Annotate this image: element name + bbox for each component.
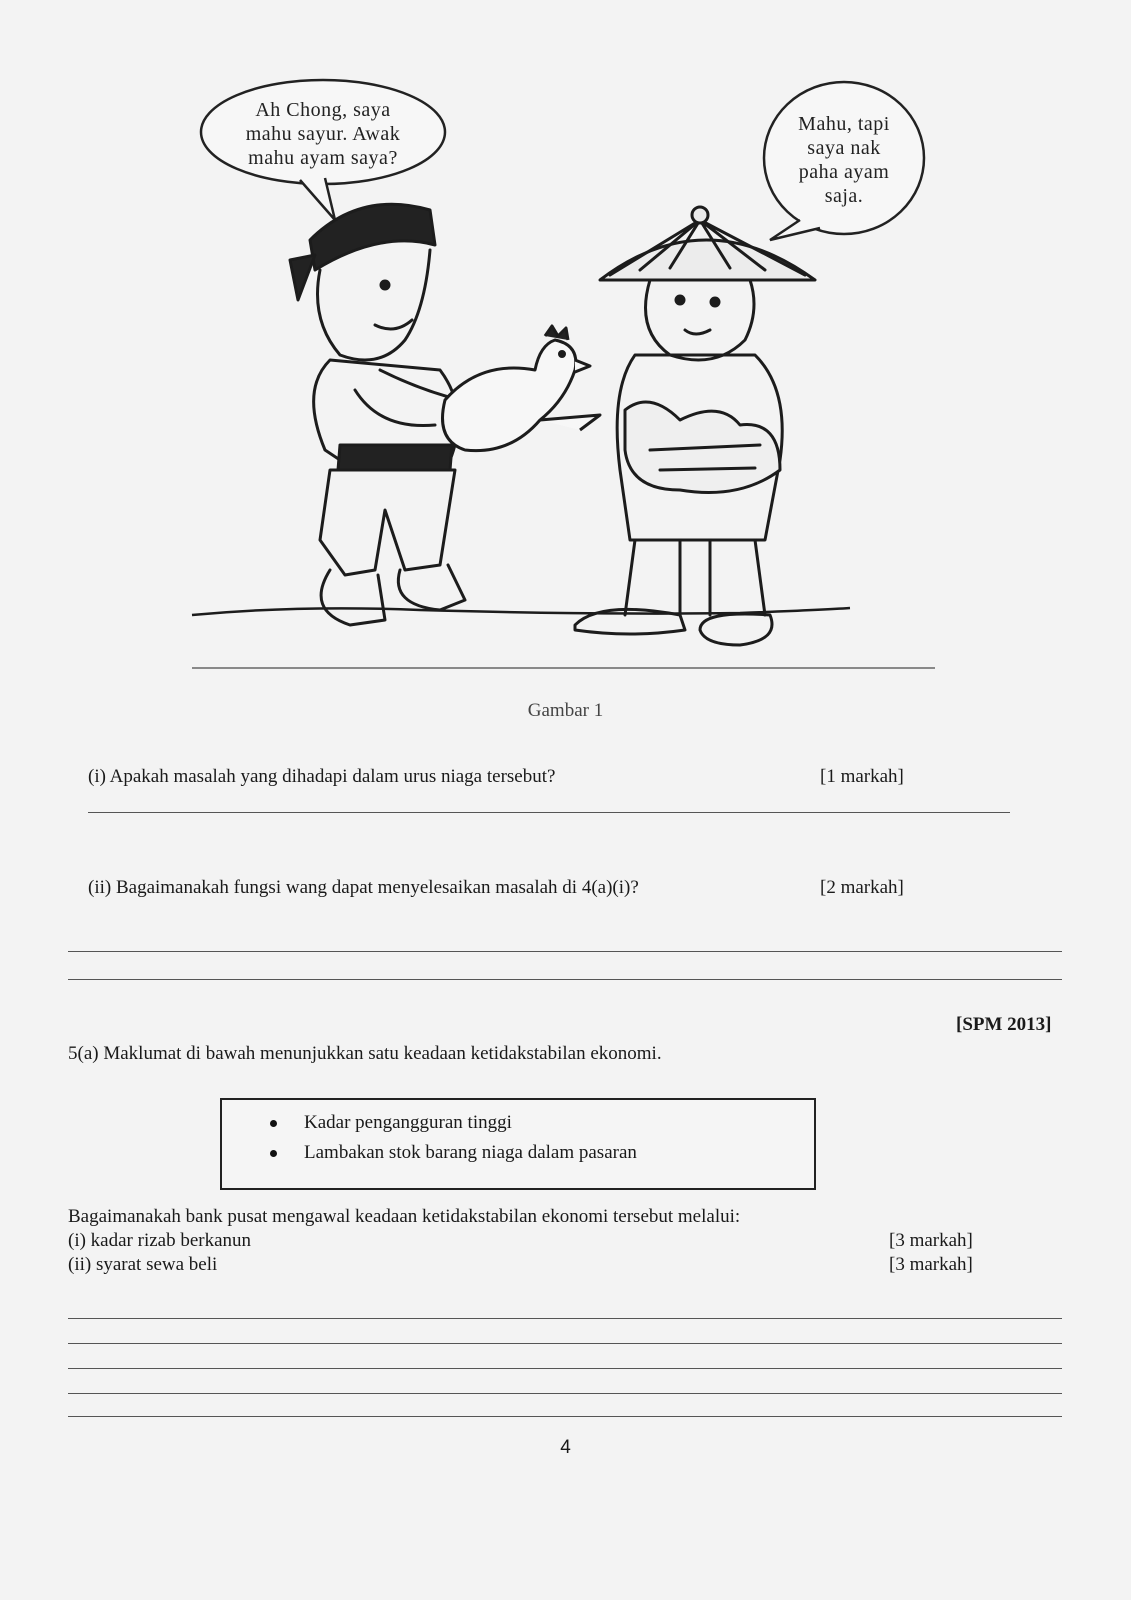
question-5a-intro: 5(a) Maklumat di bawah menunjukkan satu keadaan ketidakstabilan ekonomi. (68, 1043, 662, 1064)
question-5a-part-i-marks: [3 markah] (889, 1230, 973, 1251)
bubble-left-line-1: Ah Chong, saya (255, 99, 391, 121)
answer-line (88, 812, 1010, 813)
answer-line (68, 1343, 1062, 1344)
bubble-right-line-2: saya nak (807, 137, 881, 159)
answer-line (68, 1416, 1062, 1417)
ah-chong-character (575, 207, 815, 645)
bubble-right-line-1: Mahu, tapi (798, 113, 890, 135)
info-box-item (304, 1142, 637, 1164)
farmer-character (290, 204, 465, 625)
question-5a-part-ii-marks: [3 markah] (889, 1254, 973, 1275)
question-4a-i-marks: [1 markah] (820, 766, 904, 787)
answer-line (68, 951, 1062, 952)
bullet-icon (270, 1150, 277, 1157)
bubble-left-line-2: mahu sayur. Awak (245, 123, 401, 145)
question-5a-part-i: (i) kadar rizab berkanun (68, 1230, 252, 1251)
bubble-left-line-3: mahu ayam saya? (248, 147, 398, 169)
speech-bubble-left (201, 80, 445, 220)
info-box-item-text: Lambakan stok barang niaga dalam pasaran (304, 1142, 637, 1163)
bubble-right-line-4: saja. (824, 185, 864, 207)
answer-line (68, 1318, 1062, 1319)
bubble-right-line-3: paha ayam (798, 161, 890, 183)
chicken (443, 326, 601, 451)
info-box-item-text: Kadar pengangguran tinggi (304, 1112, 512, 1133)
answer-line (68, 1393, 1062, 1394)
question-5a-part-ii: (ii) syarat sewa beli (68, 1254, 218, 1275)
question-4a-ii-text: (ii) Bagaimanakah fungsi wang dapat menyelesaikan masalah di 4(a)(i)? (88, 877, 639, 898)
answer-line (68, 1368, 1062, 1369)
question-5a-stem: Bagaimanakah bank pusat mengawal keadaan ketidakstabilan ekonomi tersebut melalui: (68, 1206, 741, 1227)
bullet-icon (270, 1120, 277, 1127)
barter-cartoon-illustration (180, 70, 960, 690)
info-box-item (304, 1112, 512, 1134)
page-number: 4 (560, 1437, 571, 1458)
info-box (220, 1098, 816, 1190)
speech-bubble-right (764, 82, 924, 240)
question-4a-ii-marks: [2 markah] (820, 877, 904, 898)
answer-line (68, 979, 1062, 980)
source-tag: [SPM 2013] (956, 1014, 1052, 1035)
figure-caption: Gambar 1 (527, 700, 604, 721)
question-4a-i-text: (i) Apakah masalah yang dihadapi dalam urus niaga tersebut? (88, 766, 556, 787)
